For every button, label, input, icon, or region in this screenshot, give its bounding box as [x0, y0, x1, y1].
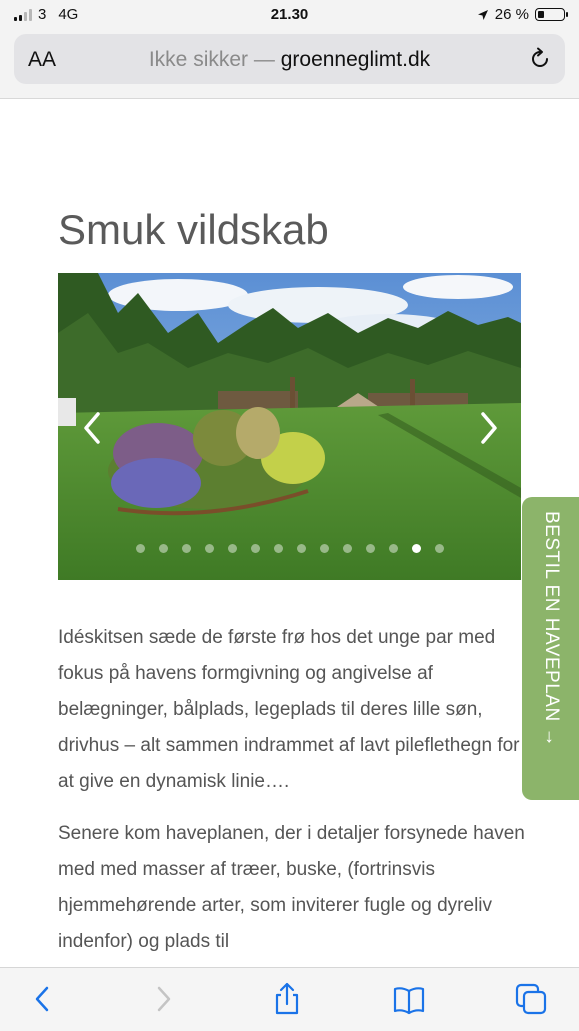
- share-icon[interactable]: [270, 982, 304, 1016]
- forward-icon[interactable]: [146, 982, 180, 1016]
- bookmarks-icon[interactable]: [392, 982, 426, 1016]
- system-indicators: [477, 6, 565, 23]
- carousel-dot[interactable]: [366, 544, 375, 553]
- location-icon: [477, 9, 489, 21]
- clock: 21.30: [270, 6, 309, 23]
- carousel-dot[interactable]: [412, 544, 421, 553]
- carousel-dot[interactable]: [228, 544, 237, 553]
- text-size-label: AA: [28, 48, 57, 71]
- carousel-next-icon[interactable]: [477, 410, 501, 446]
- carousel-dot[interactable]: [274, 544, 283, 553]
- domain-label: groenneglimt.dk: [280, 48, 431, 71]
- tabs-icon[interactable]: [514, 982, 548, 1016]
- back-icon[interactable]: [26, 982, 60, 1016]
- carousel-dot[interactable]: [320, 544, 329, 553]
- browser-header: [0, 30, 579, 99]
- status-bar: [0, 0, 579, 30]
- garden-photo: [58, 273, 521, 580]
- carousel-dot[interactable]: [343, 544, 352, 553]
- carousel-dot[interactable]: [389, 544, 398, 553]
- reload-icon[interactable]: [527, 46, 553, 72]
- body-paragraph-1: Idéskitsen sæde de første frø hos det unge par med fokus på havens formgivning og angivelse af belægninger, bålplads, legeplads til deres lille søn, drivhus – alt sammen indrammet af lavt pileflethegn for at give en dynamisk linie….: [58, 627, 520, 792]
- network-label: 4G: [58, 6, 79, 23]
- carousel-dot[interactable]: [159, 544, 168, 553]
- battery-percent: 26 %: [494, 6, 529, 23]
- carousel-dot[interactable]: [136, 544, 145, 553]
- order-garden-plan-label: BESTIL EN HAVEPLAN →: [541, 511, 562, 747]
- security-label: Ikke sikker —: [148, 48, 275, 71]
- browser-toolbar: [0, 967, 579, 1031]
- carousel-prev-icon[interactable]: [80, 410, 104, 446]
- body-paragraph-2: Senere kom haveplanen, der i detaljer forsynede haven med med masser af træer, buske, (fortrinsvis hjemmehørende arter, som inviterer fugle og dyreliv indenfor) og plads til: [58, 823, 525, 952]
- order-garden-plan-tab[interactable]: [522, 497, 579, 800]
- carrier-label: 3: [38, 6, 47, 23]
- carousel-dot[interactable]: [251, 544, 260, 553]
- carousel-dot[interactable]: [182, 544, 191, 553]
- address-bar[interactable]: [14, 34, 565, 84]
- battery-icon: [535, 8, 565, 21]
- page-title: Smuk vildskab: [58, 206, 329, 253]
- image-carousel[interactable]: [58, 273, 521, 580]
- carousel-dot[interactable]: [297, 544, 306, 553]
- carousel-dot[interactable]: [435, 544, 444, 553]
- carousel-dot[interactable]: [205, 544, 214, 553]
- url-display[interactable]: [14, 48, 565, 72]
- carousel-pagination: [58, 544, 521, 553]
